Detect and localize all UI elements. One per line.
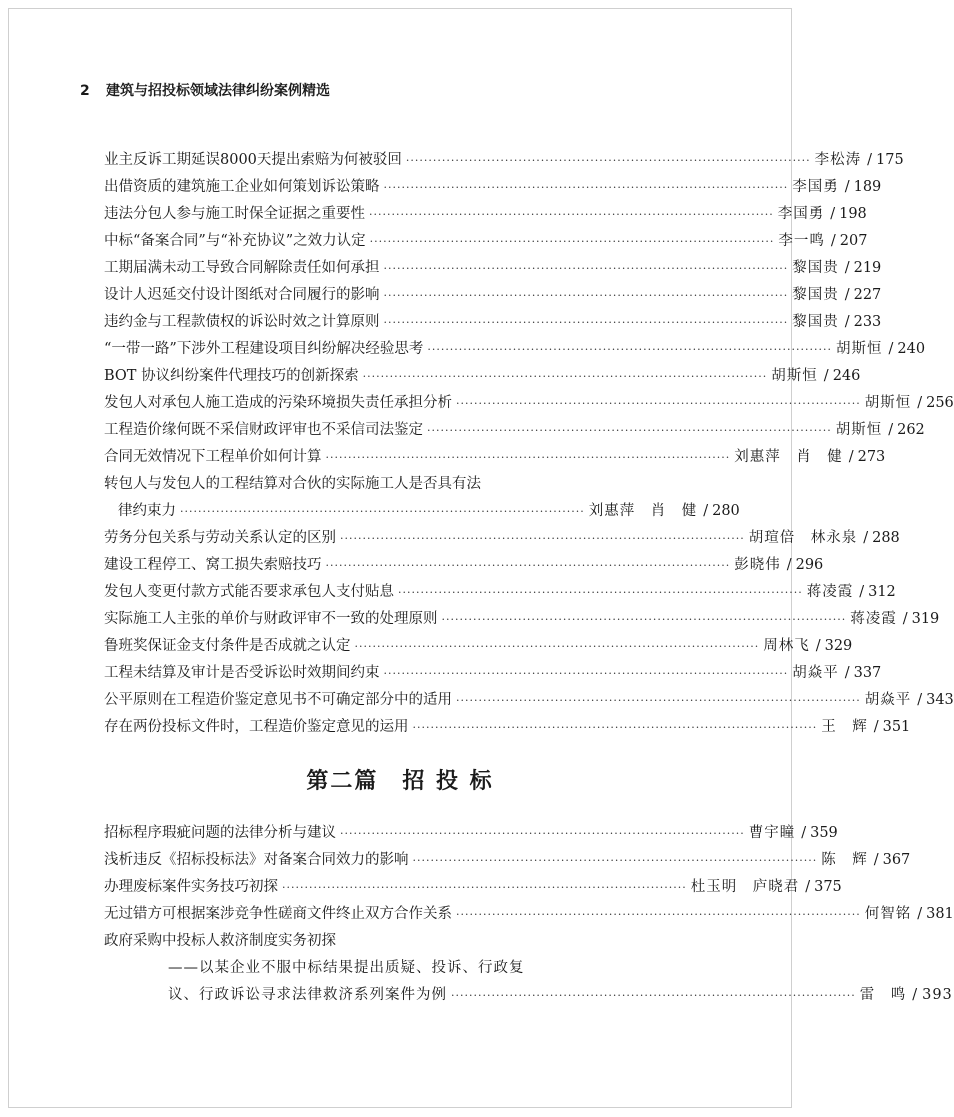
leader-dots: ·························································································· <box>383 316 789 329</box>
separator: / <box>815 638 821 654</box>
entry-title: 工程未结算及审计是否受诉讼时效期间约束 <box>104 665 380 681</box>
entry-page: 189 <box>853 179 882 195</box>
toc-entry[interactable] <box>104 498 740 525</box>
toc-entry[interactable] <box>104 579 896 606</box>
entry-author: 蒋凌霞 <box>850 611 897 627</box>
separator: / <box>844 665 850 681</box>
entry-page: 262 <box>897 422 925 438</box>
entry-page: 312 <box>868 584 896 600</box>
entry-page: 343 <box>926 692 954 708</box>
entry-author: 黎国贵 <box>792 260 839 276</box>
leader-dots: ·························································································· <box>282 881 687 894</box>
entry-title: 出借资质的建筑施工企业如何策划诉讼策略 <box>104 179 380 195</box>
entry-page: 246 <box>832 368 861 384</box>
entry-author: 刘惠萍 肖 健 <box>734 449 843 465</box>
leader-dots: ·························································································· <box>354 640 760 653</box>
entry-title: 招标程序瑕疵问题的法律分析与建议 <box>104 825 336 841</box>
separator: / <box>873 852 879 868</box>
separator: / <box>912 987 919 1003</box>
entry-page: 219 <box>853 260 882 276</box>
entry-page: 296 <box>795 557 824 573</box>
entry-page: 273 <box>857 449 886 465</box>
separator: / <box>859 584 865 600</box>
entry-title: 违约金与工程款债权的诉讼时效之计算原则 <box>104 314 380 330</box>
toc-entry[interactable] <box>104 228 868 255</box>
toc-entry-multiline-title[interactable] <box>104 928 698 955</box>
entry-title: 设计人迟延交付设计图纸对合同履行的影响 <box>104 287 380 303</box>
toc-entry[interactable] <box>104 982 953 1009</box>
leader-dots: ·························································································· <box>383 289 789 302</box>
entry-subtitle: 议、行政诉讼寻求法律救济系列案件为例 <box>168 987 447 1003</box>
toc-entry[interactable] <box>104 874 842 901</box>
entry-title: 无过错方可根据案涉竞争性磋商文件终止双方合作关系 <box>104 906 452 922</box>
entry-page: 381 <box>926 906 954 922</box>
separator: / <box>830 233 836 249</box>
toc-entry[interactable] <box>104 417 925 444</box>
entry-page: 375 <box>814 879 842 895</box>
leader-dots: ·························································································· <box>383 667 789 680</box>
section-heading: 第二篇 招 投 标 <box>306 768 494 794</box>
entry-page: 233 <box>853 314 882 330</box>
entry-author: 胡斯恒 <box>771 368 818 384</box>
entry-page: 367 <box>882 852 911 868</box>
separator: / <box>844 260 850 276</box>
toc-entry[interactable] <box>104 309 882 336</box>
separator: / <box>844 314 850 330</box>
leader-dots: ·························································································· <box>405 154 811 167</box>
toc-entry[interactable] <box>104 714 911 741</box>
leader-dots: ·························································································· <box>340 532 745 545</box>
toc-entry[interactable] <box>104 633 853 660</box>
entry-author: 曹宇瞳 <box>748 825 796 841</box>
entry-title: 违法分包人参与施工时保全证据之重要性 <box>104 206 365 222</box>
entry-author: 彭晓伟 <box>734 557 781 573</box>
separator: / <box>844 179 850 195</box>
entry-page: 198 <box>839 206 867 222</box>
separator: / <box>917 692 923 708</box>
entry-page: 393 <box>922 987 953 1003</box>
toc-entry[interactable] <box>104 147 904 174</box>
entry-author: 胡斯恒 <box>864 395 912 411</box>
entry-title: 业主反诉工期延误8000天提出索赔为何被驳回 <box>104 152 402 168</box>
entry-title: 发包人对承包人施工造成的污染环境损失责任承担分析 <box>104 395 452 411</box>
separator: / <box>917 395 923 411</box>
separator: / <box>902 611 908 627</box>
leader-dots: ·························································································· <box>456 694 861 707</box>
entry-author: 胡斯恒 <box>835 422 883 438</box>
toc-entry[interactable] <box>104 255 882 282</box>
separator: / <box>917 906 923 922</box>
leader-dots: ·························································································· <box>412 721 818 734</box>
toc-entry[interactable] <box>104 201 867 228</box>
separator: / <box>801 825 807 841</box>
toc-entry[interactable] <box>104 660 882 687</box>
entry-page: 329 <box>824 638 853 654</box>
leader-dots: ·························································································· <box>340 827 745 840</box>
leader-dots: ·························································································· <box>325 451 731 464</box>
entry-author: 李国勇 <box>792 179 839 195</box>
entry-title: 发包人变更付款方式能否要求承包人支付贴息 <box>104 584 394 600</box>
entry-page: 240 <box>897 341 926 357</box>
entry-title: 工期届满未动工导致合同解除责任如何承担 <box>104 260 380 276</box>
entry-author: 李松涛 <box>814 152 862 168</box>
book-title: 建筑与招投标领域法律纠纷案例精选 <box>106 83 330 99</box>
separator: / <box>848 449 854 465</box>
entry-author: 杜玉明 庐晓君 <box>690 879 800 895</box>
toc-entry[interactable] <box>104 444 886 471</box>
toc-entry[interactable] <box>104 901 954 928</box>
leader-dots: ·························································································· <box>456 908 861 921</box>
leader-dots: ·························································································· <box>398 586 803 599</box>
entry-title: 办理废标案件实务技巧初探 <box>104 879 278 895</box>
toc-entry[interactable] <box>104 174 882 201</box>
separator: / <box>888 422 894 438</box>
toc-entry[interactable] <box>104 390 954 417</box>
entry-author: 陈 辉 <box>821 852 868 868</box>
separator: / <box>823 368 829 384</box>
entry-author: 胡焱平 <box>792 665 839 681</box>
entry-author: 黎国贵 <box>792 287 839 303</box>
toc-part-2 <box>104 820 954 1009</box>
toc-entry[interactable] <box>104 820 838 847</box>
entry-title: 浅析违反《招标投标法》对备案合同效力的影响 <box>104 852 409 868</box>
leader-dots: ·························································································· <box>369 208 774 221</box>
toc-entry[interactable] <box>104 606 940 633</box>
separator: / <box>873 719 879 735</box>
entry-page: 288 <box>872 530 900 546</box>
toc-entry[interactable] <box>104 282 882 309</box>
entry-author: 李一鸣 <box>778 233 825 249</box>
separator: / <box>844 287 850 303</box>
toc-entry[interactable] <box>104 687 954 714</box>
toc-entry[interactable] <box>104 552 824 579</box>
separator: / <box>786 557 792 573</box>
leader-dots: ·························································································· <box>325 559 731 572</box>
entry-title: “一带一路”下涉外工程建设项目纠纷解决经验思考 <box>104 341 424 357</box>
entry-author: 李国勇 <box>777 206 825 222</box>
entry-subtitle: ——以某企业不服中标结果提出质疑、投诉、行政复 <box>168 960 525 976</box>
entry-page: 351 <box>882 719 911 735</box>
toc-entry[interactable] <box>104 363 861 390</box>
entry-page: 175 <box>876 152 904 168</box>
entry-author: 胡瑄倍 林永泉 <box>748 530 858 546</box>
entry-title: 实际施工人主张的单价与财政评审不一致的处理原则 <box>104 611 438 627</box>
leader-dots: ·························································································· <box>456 397 861 410</box>
entry-author: 蒋凌霞 <box>806 584 854 600</box>
leader-dots: ·························································································· <box>383 262 789 275</box>
separator: / <box>703 503 709 519</box>
entry-page: 227 <box>853 287 882 303</box>
entry-author: 雷 鸣 <box>859 987 907 1003</box>
entry-title: 政府采购中投标人救济制度实务初探 <box>104 933 336 949</box>
toc-entry-multiline-title[interactable] <box>104 471 698 498</box>
entry-page: 280 <box>712 503 740 519</box>
entry-title: 律约束力 <box>118 503 176 519</box>
toc-part-1 <box>104 147 954 741</box>
entry-page: 359 <box>810 825 838 841</box>
separator: / <box>867 152 872 168</box>
entry-title: 存在两份投标文件时，工程造价鉴定意见的运用 <box>104 719 409 735</box>
separator: / <box>888 341 894 357</box>
leader-dots: ·························································································· <box>180 505 585 518</box>
entry-author: 黎国贵 <box>792 314 839 330</box>
entry-title: 劳务分包关系与劳动关系认定的区别 <box>104 530 336 546</box>
entry-title: 工程造价缘何既不采信财政评审也不采信司法鉴定 <box>104 422 423 438</box>
separator: / <box>805 879 811 895</box>
leader-dots: ·························································································· <box>427 424 832 437</box>
separator: / <box>863 530 869 546</box>
leader-dots: ·························································································· <box>451 989 856 1002</box>
leader-dots: ·························································································· <box>441 613 847 626</box>
separator: / <box>830 206 836 222</box>
leader-dots: ·························································································· <box>412 854 818 867</box>
entry-page: 207 <box>839 233 868 249</box>
entry-title: 鲁班奖保证金支付条件是否成就之认定 <box>104 638 351 654</box>
entry-author: 周林飞 <box>763 638 810 654</box>
entry-page: 319 <box>911 611 940 627</box>
leader-dots: ·························································································· <box>427 343 833 356</box>
entry-author: 王 辉 <box>821 719 868 735</box>
toc-entry[interactable] <box>104 525 900 552</box>
entry-title: 建设工程停工、窝工损失索赔技巧 <box>104 557 322 573</box>
leader-dots: ·························································································· <box>383 181 789 194</box>
entry-title: 公平原则在工程造价鉴定意见书不可确定部分中的适用 <box>104 692 452 708</box>
entry-page: 337 <box>853 665 882 681</box>
entry-title: 合同无效情况下工程单价如何计算 <box>104 449 322 465</box>
running-head <box>80 80 330 100</box>
entry-title: 转包人与发包人的工程结算对合伙的实际施工人是否具有法 <box>104 476 481 492</box>
entry-title: 中标“备案合同”与“补充协议”之效力认定 <box>104 233 366 249</box>
entry-author: 何智铭 <box>864 906 912 922</box>
entry-author: 刘惠萍 肖 健 <box>588 503 698 519</box>
leader-dots: ·························································································· <box>362 370 768 383</box>
entry-author: 胡斯恒 <box>836 341 883 357</box>
toc-entry-subtitle <box>104 955 698 982</box>
page-number: 2 <box>80 83 90 99</box>
entry-author: 胡焱平 <box>864 692 912 708</box>
toc-entry[interactable] <box>104 847 911 874</box>
leader-dots: ·························································································· <box>369 235 775 248</box>
entry-page: 256 <box>926 395 954 411</box>
entry-title: BOT 协议纠纷案件代理技巧的创新探索 <box>104 368 359 384</box>
toc-entry[interactable] <box>104 336 926 363</box>
